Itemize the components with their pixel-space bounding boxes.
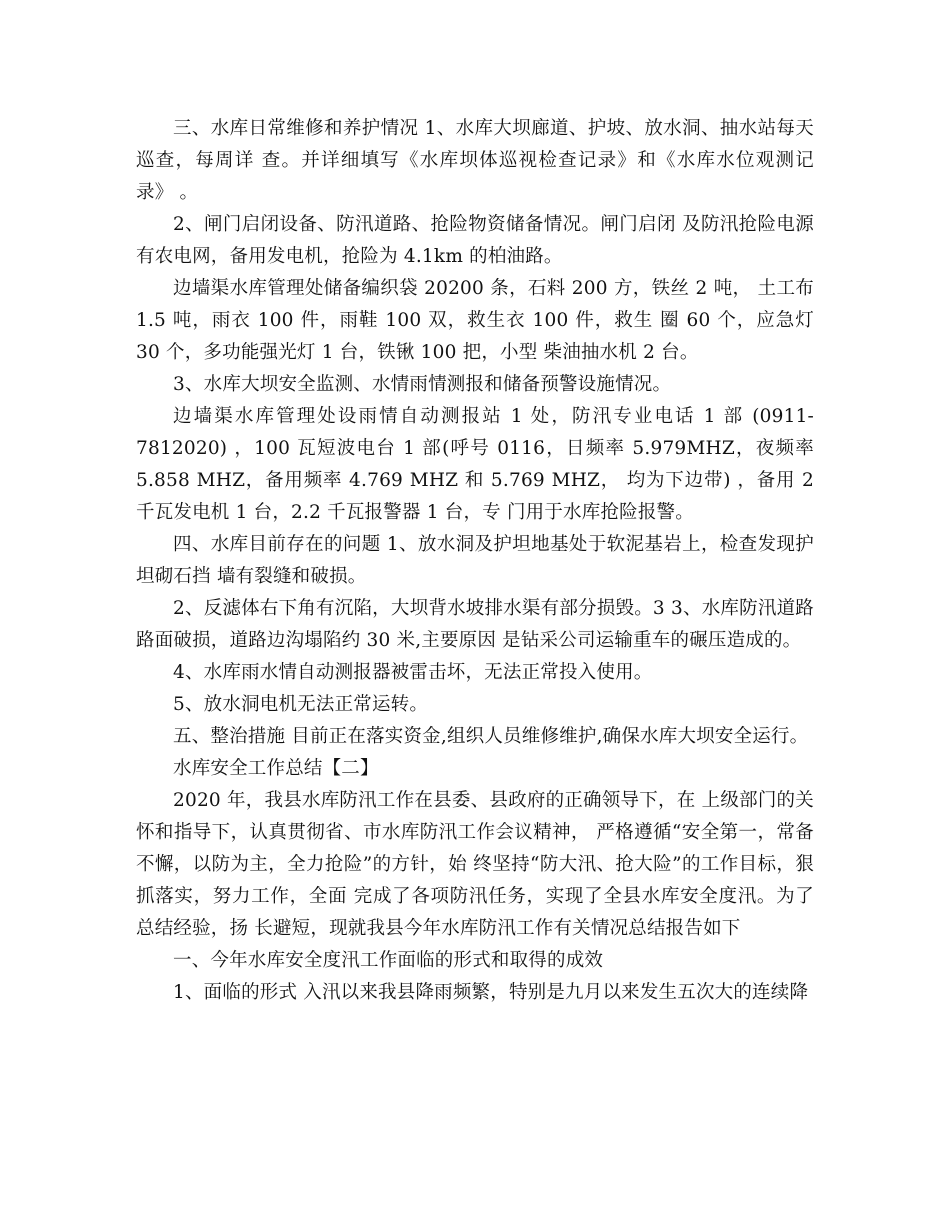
paragraph-settlement: 2、反滤体右下角有沉陷，大坝背水坡排水渠有部分损毁。3 3、水库防汛道路路面破损，道路边沟塌陷约 30 米,主要原因 是钻采公司运输重车的碾压造成的。 — [136, 598, 814, 651]
paragraph-monitoring-detail: 边墙渠水库管理处设雨情自动测报站 1 处，防汛专业电话 1 部 (0911-7812020) ，100 瓦短波电台 1 部(呼号 0116，日频率 5.979MHZ，夜频率 5.858 MHZ，备用频率 4.769 MHZ 和 5.769 MHZ， 均为下边带) ，备用 2 千瓦发电机 1 台，2.2 千瓦报警器 1 台，专 门用于水库抢险报警。 — [136, 406, 814, 523]
paragraph-summary-intro: 2020 年，我县水库防汛工作在县委、县政府的正确领导下，在 上级部门的关怀和指导下，认真贯彻省、市水库防汛工作会议精神， 严格遵循“安全第一，常备不懈，以防为主，全力抢险”的方针，始 终坚持“防大汛、抢大险”的工作目标，狠抓落实，努力工作，全面 完成了各项防汛任务，实现了全县水库安全度汛。为了总结经验，扬 长避短，现就我县今年水库防汛工作有关情况总结报告如下 — [136, 790, 814, 939]
paragraph-measures: 五、整治措施 目前正在落实资金,组织人员维修维护,确保水库大坝安全运行。 — [173, 726, 809, 747]
paragraph-motor: 5、放水洞电机无法正常运转。 — [173, 694, 429, 715]
paragraph-monitoring-heading: 3、水库大坝安全监测、水情雨情测报和储备预警设施情况。 — [173, 374, 672, 395]
section-title: 水库安全工作总结【二】 — [173, 758, 379, 779]
paragraph-problems: 四、水库目前存在的问题 1、放水洞及护坦地基处于软泥基岩上，检查发现护坦砌石挡 墙有裂缝和破损。 — [136, 534, 814, 587]
paragraph-maintenance: 三、水库日常维修和养护情况 1、水库大坝廊道、护坡、放水洞、抽水站每天巡查，每周详 查。并详细填写《水库坝体巡视检查记录》和《水库水位观测记录》 。 — [136, 118, 814, 203]
paragraph-situation-heading: 一、今年水库安全度汛工作面临的形式和取得的成效 — [173, 950, 604, 971]
paragraph-situation-detail: 1、面临的形式 入汛以来我县降雨频繁，特别是九月以来发生五次大的连续降 — [173, 982, 809, 1003]
paragraph-materials: 边墙渠水库管理处储备编织袋 20200 条，石料 200 方，铁丝 2 吨， 土工布 1.5 吨，雨衣 100 件，雨鞋 100 双，救生衣 100 件，救生 圈 60 个，应急灯 30 个，多功能强光灯 1 台，铁锹 100 把，小型 柴油抽水机 2 台。 — [136, 278, 814, 363]
paragraph-lightning: 4、水库雨水情自动测报器被雷击坏，无法正常投入使用。 — [173, 662, 653, 683]
paragraph-gate-equipment: 2、闸门启闭设备、防汛道路、抢险物资储备情况。闸门启闭 及防汛抢险电源有农电网，备用发电机，抢险为 4.1km 的柏油路。 — [136, 214, 814, 267]
